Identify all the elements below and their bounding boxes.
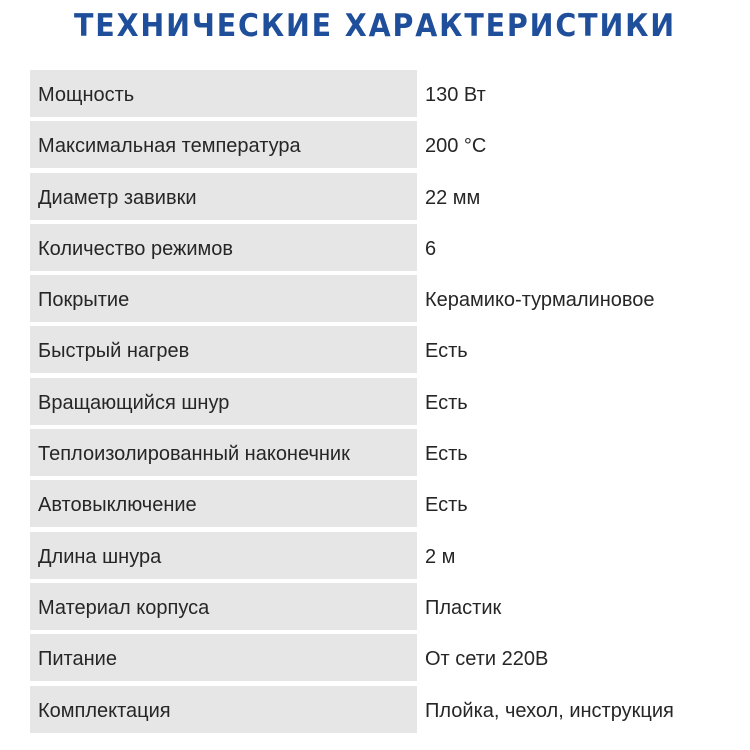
spec-name: Материал корпуса: [38, 596, 210, 619]
spec-value-cell: [421, 224, 719, 271]
spec-value: 6: [425, 237, 437, 260]
spec-name: Длина шнура: [38, 545, 162, 568]
spec-value-cell: [421, 429, 719, 476]
spec-row: [30, 686, 719, 733]
spec-name-cell: [30, 634, 417, 681]
spec-name: Диаметр завивки: [38, 186, 197, 209]
spec-value-cell: [421, 686, 719, 733]
spec-row: [30, 532, 719, 579]
spec-name-cell: [30, 121, 417, 168]
spec-value: Есть: [425, 340, 468, 363]
spec-value-cell: [421, 173, 719, 220]
spec-value: Плойка, чехол, инструкция: [425, 699, 674, 722]
spec-name-cell: [30, 70, 417, 117]
spec-row: [30, 224, 719, 271]
spec-value: 2 м: [425, 545, 456, 568]
spec-row: [30, 378, 719, 425]
spec-value: 130 Вт: [425, 84, 486, 106]
spec-name: Максимальная температура: [38, 135, 301, 158]
spec-name-cell: [30, 224, 417, 271]
spec-name: Питание: [38, 648, 117, 671]
spec-name-cell: [30, 686, 417, 733]
spec-name-cell: [30, 173, 417, 220]
spec-row: [30, 275, 719, 322]
spec-row: [30, 429, 719, 476]
spec-value: Пластик: [425, 596, 502, 619]
spec-row: [30, 634, 719, 681]
spec-value: Есть: [425, 443, 468, 466]
spec-name: Количество режимов: [38, 237, 234, 260]
spec-row: [30, 326, 719, 373]
spec-row: [30, 173, 719, 220]
spec-row: [30, 70, 719, 117]
spec-name: Комплектация: [38, 699, 171, 722]
spec-value-cell: [421, 378, 719, 425]
spec-row: [30, 121, 719, 168]
spec-name: Мощность: [38, 84, 135, 106]
spec-name: Автовыключение: [38, 494, 197, 517]
spec-name-cell: [30, 429, 417, 476]
spec-value-cell: [421, 634, 719, 681]
spec-value-cell: [421, 532, 719, 579]
spec-name-cell: [30, 532, 417, 579]
spec-value: 22 мм: [425, 186, 481, 209]
spec-name-cell: [30, 326, 417, 373]
spec-value: От сети 220В: [425, 648, 549, 671]
spec-value-cell: [421, 326, 719, 373]
spec-value: Есть: [425, 494, 468, 517]
page-title: ТЕХНИЧЕСКИЕ ХАРАКТЕРИСТИКИ: [73, 8, 677, 44]
spec-value: Керамико-турмалиновое: [425, 289, 655, 312]
spec-name-cell: [30, 480, 417, 527]
specs-table: [30, 70, 719, 737]
spec-value-cell: [421, 583, 719, 630]
spec-value: 200 °C: [425, 135, 487, 158]
spec-row: [30, 583, 719, 630]
spec-value: Есть: [425, 391, 468, 414]
spec-value-cell: [421, 275, 719, 322]
spec-value-cell: [421, 70, 719, 117]
spec-name: Вращающийся шнур: [38, 391, 230, 414]
spec-value-cell: [421, 121, 719, 168]
spec-value-cell: [421, 480, 719, 527]
spec-name: Покрытие: [38, 289, 130, 312]
spec-row: [30, 480, 719, 527]
spec-name: Теплоизолированный наконечник: [38, 443, 350, 466]
spec-name-cell: [30, 378, 417, 425]
spec-name: Быстрый нагрев: [38, 340, 190, 363]
spec-name-cell: [30, 275, 417, 322]
spec-name-cell: [30, 583, 417, 630]
